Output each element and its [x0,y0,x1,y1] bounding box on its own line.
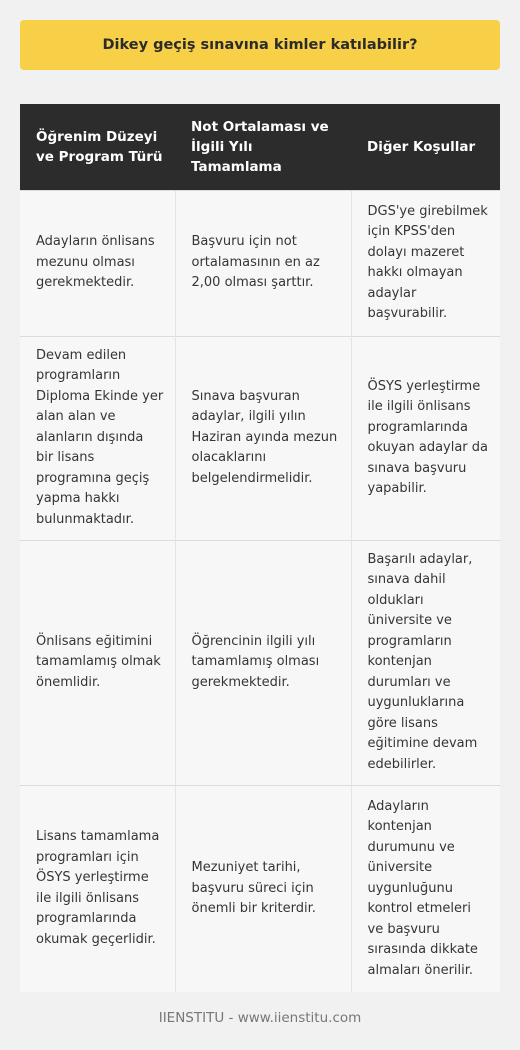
table-cell: Mezuniyet tarihi, başvuru süreci için önemli bir kriterdir. [175,785,351,992]
table-row [20,190,500,336]
table-cell: Adayların önlisans mezunu olması gerekmektedir. [20,190,175,336]
table-cell: Başarılı adaylar, sınava dahil oldukları üniversite ve programların kontenjan durumları ve uygunluklarına göre lisans eğitimine devam edebilirler. [351,540,500,785]
column-header-gpa: Not Ortalaması ve İlgili Yılı Tamamlama [175,104,351,190]
table-cell: ÖSYS yerleştirme ile ilgili önlisans programlarında okuyan adaylar da sınava başvuru yapabilir. [351,336,500,540]
table-cell: Sınava başvuran adaylar, ilgili yılın Haziran ayında mezun olacaklarını belgelendirmelidir. [175,336,351,540]
table-row [20,336,500,540]
table-cell: Lisans tamamlama programları için ÖSYS yerleştirme ile ilgili önlisans programlarında okumak geçerlidir. [20,785,175,992]
table-cell: Adayların kontenjan durumunu ve üniversite uygunluğunu kontrol etmeleri ve başvuru sırasında dikkate almaları önerilir. [351,785,500,992]
column-header-education-level: Öğrenim Düzeyi ve Program Türü [20,104,175,190]
table-cell: Önlisans eğitimini tamamlamış olmak önemlidir. [20,540,175,785]
page-title: Dikey geçiş sınavına kimler katılabilir? [20,20,500,70]
table-header-row [20,104,500,190]
table-cell: Öğrencinin ilgili yılı tamamlamış olması gerekmektedir. [175,540,351,785]
column-header-other-conditions: Diğer Koşullar [351,104,500,190]
table-row [20,540,500,785]
footer-credit: IIENSTITU - www.iienstitu.com [158,1010,362,1026]
conditions-table [20,104,500,992]
table-cell: Devam edilen programların Diploma Ekinde yer alan alan ve alanların dışında bir lisans programına geçiş yapma hakkı bulunmaktadır. [20,336,175,540]
conditions-table-container [20,104,500,992]
table-cell: DGS'ye girebilmek için KPSS'den dolayı mazeret hakkı olmayan adaylar başvurabilir. [351,190,500,336]
table-row [20,785,500,992]
table-cell: Başvuru için not ortalamasının en az 2,00 olması şarttır. [175,190,351,336]
